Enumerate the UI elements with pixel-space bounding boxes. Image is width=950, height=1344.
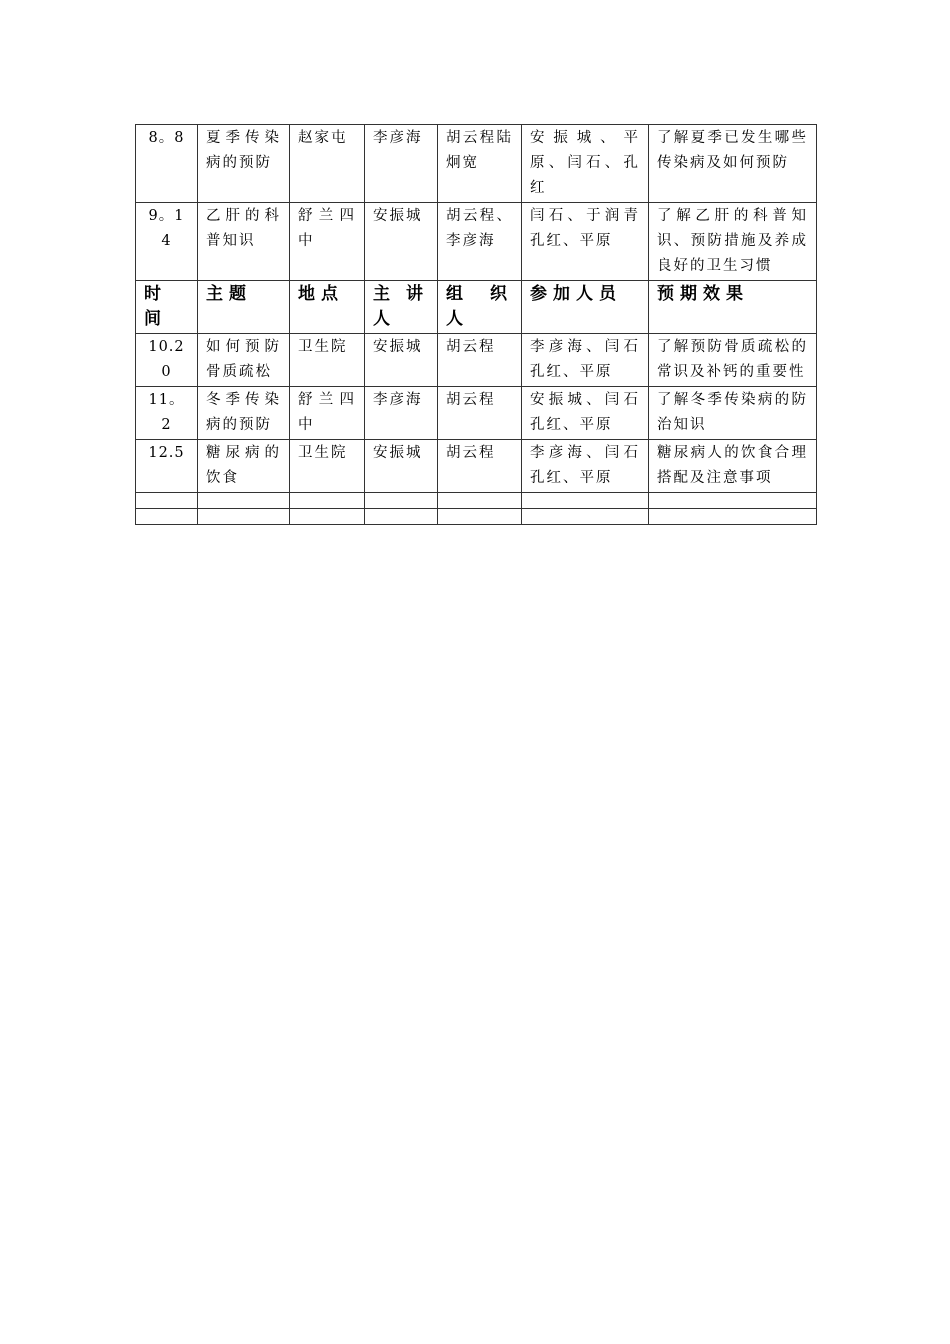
table-row bbox=[136, 125, 817, 203]
location-cell: 赵家屯 bbox=[290, 125, 365, 203]
empty-cell bbox=[365, 509, 438, 525]
organizer-cell: 胡云程 bbox=[438, 334, 522, 387]
empty-cell bbox=[438, 493, 522, 509]
participants-cell: 闫石、于润青孔红、平原 bbox=[522, 203, 649, 281]
participants-cell: 李彦海、闫石孔红、平原 bbox=[522, 440, 649, 493]
organizer-cell: 胡云程、李彦海 bbox=[438, 203, 522, 281]
activity-schedule-table bbox=[135, 124, 817, 525]
effect-cell: 了解夏季已发生哪些传染病及如何预防 bbox=[649, 125, 817, 203]
effect-cell: 了解冬季传染病的防治知识 bbox=[649, 387, 817, 440]
effect-cell: 了解预防骨质疏松的常识及补钙的重要性 bbox=[649, 334, 817, 387]
effect-cell: 糖尿病人的饮食合理搭配及注意事项 bbox=[649, 440, 817, 493]
empty-cell bbox=[198, 493, 290, 509]
empty-cell bbox=[198, 509, 290, 525]
time-cell: 8。8 bbox=[136, 125, 198, 203]
topic-cell: 如何预防骨质疏松 bbox=[198, 334, 290, 387]
location-cell: 卫生院 bbox=[290, 440, 365, 493]
empty-cell bbox=[438, 509, 522, 525]
header-organizer: 组织人 bbox=[438, 281, 522, 334]
speaker-cell: 安振城 bbox=[365, 203, 438, 281]
time-cell: 11。2 bbox=[136, 387, 198, 440]
location-cell: 舒兰四中 bbox=[290, 203, 365, 281]
participants-cell: 安振城、平原、闫石、孔红 bbox=[522, 125, 649, 203]
location-cell: 舒兰四中 bbox=[290, 387, 365, 440]
topic-cell: 乙肝的科普知识 bbox=[198, 203, 290, 281]
speaker-cell: 李彦海 bbox=[365, 125, 438, 203]
empty-cell bbox=[290, 493, 365, 509]
empty-cell bbox=[522, 509, 649, 525]
topic-cell: 糖尿病的饮食 bbox=[198, 440, 290, 493]
table-row bbox=[136, 387, 817, 440]
empty-cell bbox=[136, 509, 198, 525]
empty-cell bbox=[649, 493, 817, 509]
empty-cell bbox=[649, 509, 817, 525]
header-effect: 预期效果 bbox=[649, 281, 817, 334]
organizer-cell: 胡云程陆炯宽 bbox=[438, 125, 522, 203]
participants-cell: 李彦海、闫石孔红、平原 bbox=[522, 334, 649, 387]
organizer-cell: 胡云程 bbox=[438, 387, 522, 440]
effect-cell: 了解乙肝的科普知识、预防措施及养成良好的卫生习惯 bbox=[649, 203, 817, 281]
empty-cell bbox=[365, 493, 438, 509]
location-cell: 卫生院 bbox=[290, 334, 365, 387]
time-cell: 10.20 bbox=[136, 334, 198, 387]
speaker-cell: 安振城 bbox=[365, 334, 438, 387]
participants-cell: 安振城、闫石孔红、平原 bbox=[522, 387, 649, 440]
header-participants: 参加人员 bbox=[522, 281, 649, 334]
header-time: 时间 bbox=[136, 281, 198, 334]
empty-cell bbox=[290, 509, 365, 525]
speaker-cell: 安振城 bbox=[365, 440, 438, 493]
header-location: 地点 bbox=[290, 281, 365, 334]
time-cell: 12.5 bbox=[136, 440, 198, 493]
speaker-cell: 李彦海 bbox=[365, 387, 438, 440]
empty-cell bbox=[522, 493, 649, 509]
table-row bbox=[136, 440, 817, 493]
topic-cell: 冬季传染病的预防 bbox=[198, 387, 290, 440]
header-speaker: 主讲人 bbox=[365, 281, 438, 334]
empty-table-row bbox=[136, 493, 817, 509]
table-row bbox=[136, 334, 817, 387]
table-header-row bbox=[136, 281, 817, 334]
time-cell: 9。14 bbox=[136, 203, 198, 281]
topic-cell: 夏季传染病的预防 bbox=[198, 125, 290, 203]
empty-cell bbox=[136, 493, 198, 509]
header-topic: 主题 bbox=[198, 281, 290, 334]
empty-table-row bbox=[136, 509, 817, 525]
organizer-cell: 胡云程 bbox=[438, 440, 522, 493]
table-row bbox=[136, 203, 817, 281]
